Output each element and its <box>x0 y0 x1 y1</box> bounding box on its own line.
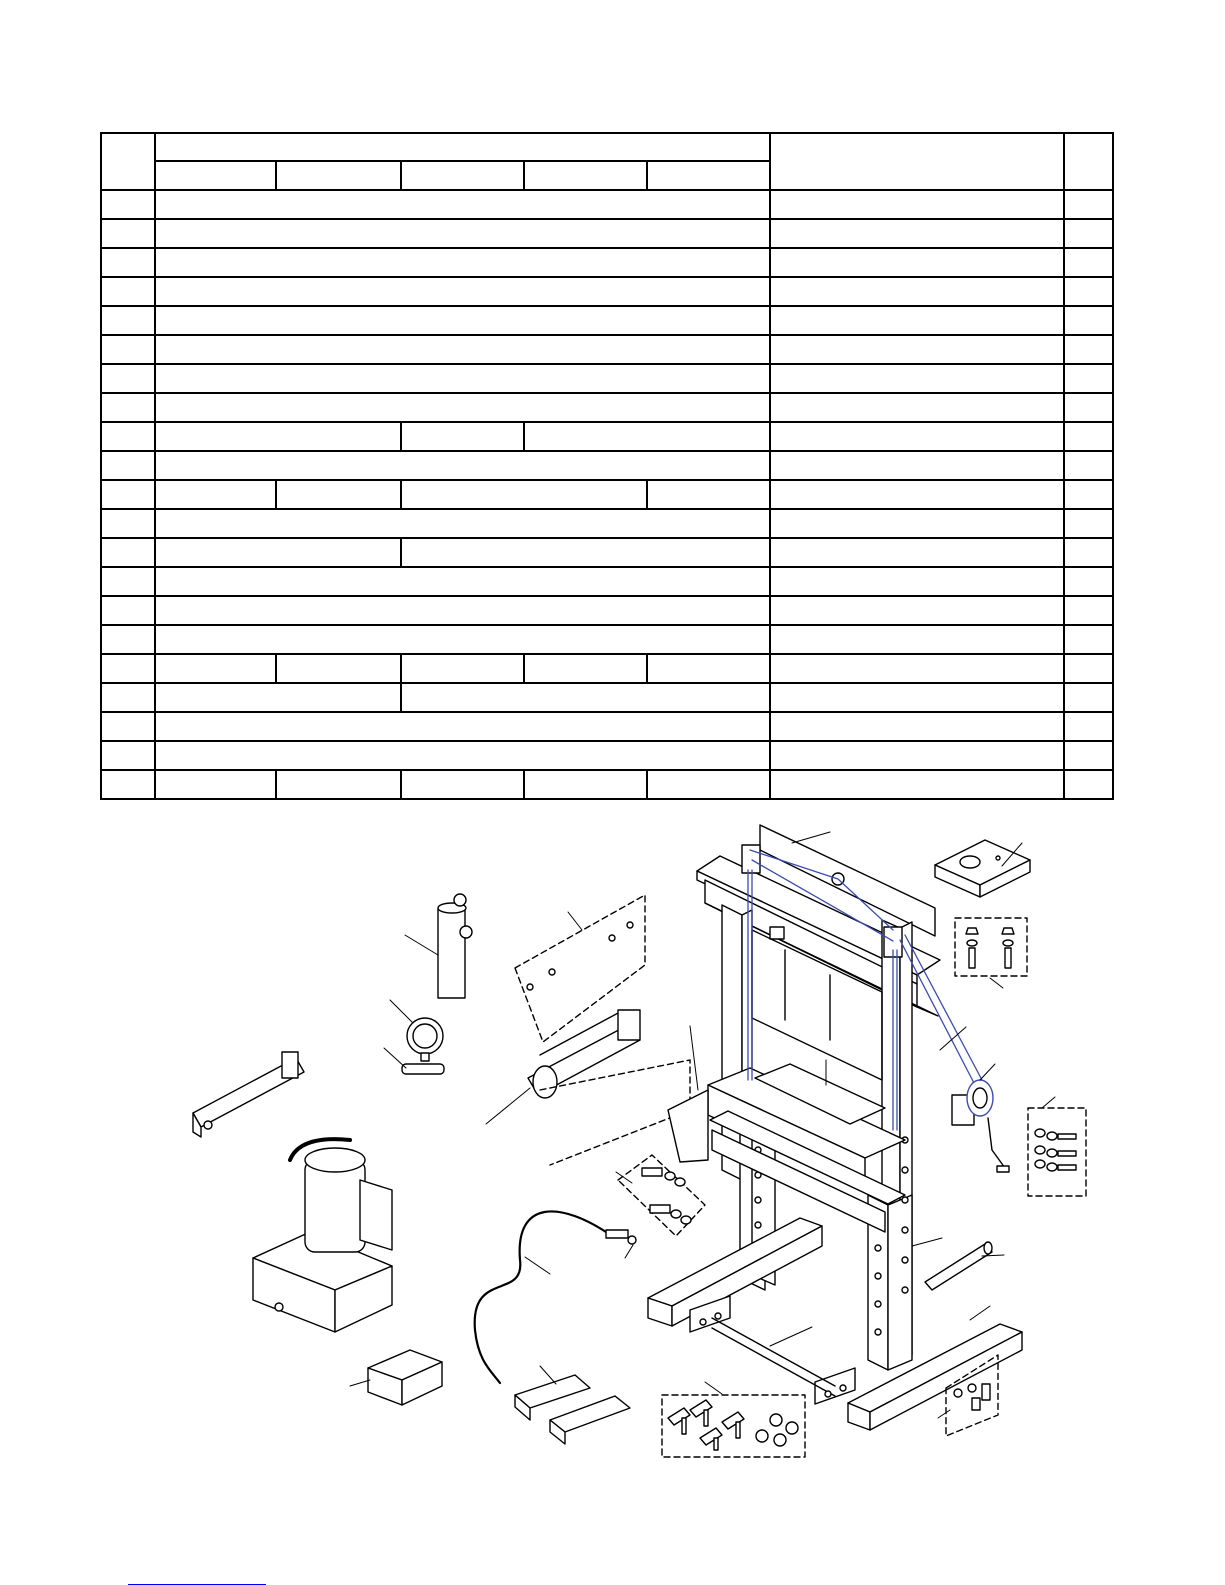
winch-bolts-kit <box>1028 1108 1086 1196</box>
header-model-5 <box>647 161 770 190</box>
part-number-cell <box>401 538 770 567</box>
qty-cell <box>1064 277 1113 306</box>
table-row <box>101 451 1113 480</box>
gauge-adapter <box>402 1064 444 1074</box>
item-cell <box>101 364 155 393</box>
hand-pump <box>528 1010 640 1098</box>
description-cell <box>770 306 1064 335</box>
description-cell <box>770 422 1064 451</box>
description-cell <box>770 509 1064 538</box>
part-number-cell <box>276 654 401 683</box>
item-cell <box>101 248 155 277</box>
v-blocks <box>515 1375 630 1444</box>
header-item-no <box>101 133 155 190</box>
description-cell <box>770 538 1064 567</box>
table-row <box>101 596 1113 625</box>
description-cell <box>770 190 1064 219</box>
table-row <box>101 364 1113 393</box>
part-number-cell <box>155 509 770 538</box>
item-cell <box>101 451 155 480</box>
description-cell <box>770 683 1064 712</box>
base-hardware-kit <box>662 1395 805 1457</box>
table-row <box>101 654 1113 683</box>
header-qty <box>1064 133 1113 190</box>
qty-cell <box>1064 393 1113 422</box>
qty-cell <box>1064 306 1113 335</box>
qty-cell <box>1064 422 1113 451</box>
part-number-cell <box>155 422 401 451</box>
item-cell <box>101 538 155 567</box>
table-row <box>101 306 1113 335</box>
item-cell <box>101 306 155 335</box>
part-number-cell <box>401 480 647 509</box>
item-cell <box>101 741 155 770</box>
pressure-gauge <box>407 1018 443 1061</box>
table-row <box>101 538 1113 567</box>
part-number-cell <box>155 306 770 335</box>
part-number-cell <box>155 538 401 567</box>
hose <box>475 1211 636 1383</box>
table-row <box>101 712 1113 741</box>
part-number-cell <box>524 654 647 683</box>
hydraulic-cylinder <box>438 894 472 998</box>
part-number-cell <box>155 451 770 480</box>
description-cell <box>770 712 1064 741</box>
description-cell <box>770 770 1064 799</box>
part-number-cell <box>524 422 770 451</box>
qty-cell <box>1064 654 1113 683</box>
part-number-cell <box>155 712 770 741</box>
part-number-cell <box>155 770 276 799</box>
parts-list-table <box>100 132 1114 800</box>
qty-cell <box>1064 683 1113 712</box>
qty-cell <box>1064 190 1113 219</box>
part-number-cell <box>155 480 276 509</box>
table-row <box>101 393 1113 422</box>
part-number-cell <box>155 625 770 654</box>
part-number-cell <box>155 567 770 596</box>
part-number-cell <box>524 770 647 799</box>
plate-hardware <box>955 918 1027 976</box>
item-cell <box>101 625 155 654</box>
part-number-cell <box>276 770 401 799</box>
description-cell <box>770 364 1064 393</box>
item-cell <box>101 683 155 712</box>
table-row <box>101 625 1113 654</box>
foot-switch <box>368 1350 442 1405</box>
electric-pump <box>253 1139 392 1332</box>
part-number-cell <box>155 654 276 683</box>
part-number-cell <box>155 248 770 277</box>
description-cell <box>770 219 1064 248</box>
header-model-group <box>155 133 770 161</box>
item-cell <box>101 335 155 364</box>
table-row <box>101 683 1113 712</box>
item-cell <box>101 277 155 306</box>
part-number-cell <box>401 654 524 683</box>
header-model-3 <box>401 161 524 190</box>
press-plate <box>935 840 1030 897</box>
item-cell <box>101 596 155 625</box>
item-cell <box>101 509 155 538</box>
table-row <box>101 335 1113 364</box>
qty-cell <box>1064 625 1113 654</box>
description-cell <box>770 654 1064 683</box>
qty-cell <box>1064 451 1113 480</box>
description-cell <box>770 393 1064 422</box>
qty-cell <box>1064 364 1113 393</box>
header-model-4 <box>524 161 647 190</box>
qty-cell <box>1064 509 1113 538</box>
header-description <box>770 133 1064 190</box>
part-number-cell <box>401 770 524 799</box>
item-cell <box>101 654 155 683</box>
item-cell <box>101 480 155 509</box>
part-number-cell <box>155 277 770 306</box>
description-cell <box>770 451 1064 480</box>
part-number-cell <box>155 335 770 364</box>
description-cell <box>770 335 1064 364</box>
qty-cell <box>1064 480 1113 509</box>
qty-cell <box>1064 596 1113 625</box>
bed-pins <box>925 1242 992 1290</box>
description-cell <box>770 596 1064 625</box>
leg-bolts-kit <box>618 1155 705 1236</box>
lower-crossbar <box>690 1296 855 1404</box>
air-hydraulic-pump <box>193 1052 304 1137</box>
item-cell <box>101 770 155 799</box>
description-cell <box>770 741 1064 770</box>
qty-cell <box>1064 538 1113 567</box>
part-number-cell <box>155 393 770 422</box>
part-number-cell <box>647 770 770 799</box>
table-row <box>101 741 1113 770</box>
qty-cell <box>1064 770 1113 799</box>
table-row <box>101 480 1113 509</box>
qty-cell <box>1064 712 1113 741</box>
part-number-cell <box>647 654 770 683</box>
part-number-cell <box>647 480 770 509</box>
exploded-parts-diagram <box>0 800 1225 1570</box>
part-number-cell <box>401 422 524 451</box>
description-cell <box>770 480 1064 509</box>
part-number-cell <box>155 741 770 770</box>
item-cell <box>101 567 155 596</box>
item-cell <box>101 219 155 248</box>
table-row <box>101 770 1113 799</box>
item-cell <box>101 393 155 422</box>
qty-cell <box>1064 219 1113 248</box>
qty-cell <box>1064 741 1113 770</box>
part-number-cell <box>155 190 770 219</box>
item-cell <box>101 712 155 741</box>
qty-cell <box>1064 335 1113 364</box>
description-cell <box>770 248 1064 277</box>
table-row <box>101 422 1113 451</box>
table-row <box>101 567 1113 596</box>
part-number-cell <box>401 683 770 712</box>
item-cell <box>101 422 155 451</box>
part-number-cell <box>276 480 401 509</box>
part-number-cell <box>155 219 770 248</box>
header-model-2 <box>276 161 401 190</box>
header-model-1 <box>155 161 276 190</box>
description-cell <box>770 567 1064 596</box>
winch <box>952 1080 1009 1172</box>
qty-cell <box>1064 567 1113 596</box>
part-number-cell <box>155 364 770 393</box>
table-row <box>101 509 1113 538</box>
table-row <box>101 219 1113 248</box>
qty-cell <box>1064 248 1113 277</box>
description-cell <box>770 625 1064 654</box>
table-row <box>101 248 1113 277</box>
item-cell <box>101 190 155 219</box>
part-number-cell <box>155 683 401 712</box>
table-row <box>101 277 1113 306</box>
part-number-cell <box>155 596 770 625</box>
description-cell <box>770 277 1064 306</box>
table-row <box>101 190 1113 219</box>
